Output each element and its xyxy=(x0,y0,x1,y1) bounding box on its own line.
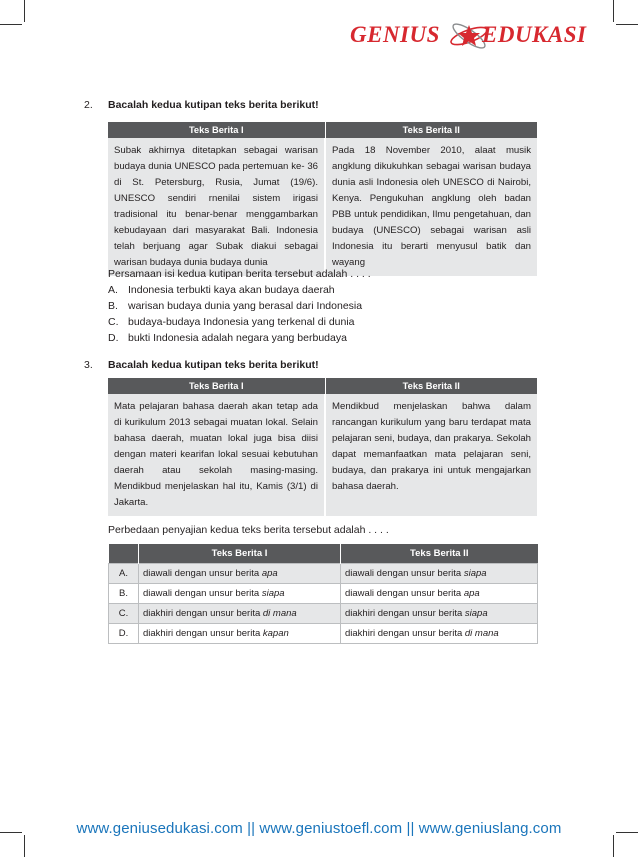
answer-letter: C. xyxy=(109,603,139,623)
answer-cell-2: diawali dengan unsur berita apa xyxy=(341,583,538,603)
answer-row-a[interactable] xyxy=(109,563,538,583)
option-letter: C. xyxy=(108,316,119,328)
question-2-stem: Persamaan isi kedua kutipan berita tersebut adalah . . . . xyxy=(108,268,371,280)
news-text-2: Pada 18 November 2010, alaat musik angklung dikukuhkan sebagai warisan budaya dunia asli Indonesia oleh UNESCO di Nairobi, Kenya. Pengukuhan angklung oleh badan PBB untuk pendidikan, Ilmu pengetahuan, dan budaya (UNESCO) sebagai warisan asli Indonesia itu berarti menyusul batik dan wayang xyxy=(325,138,537,276)
answer-letter: D. xyxy=(109,623,139,643)
option-text: budaya-budaya Indonesia yang terkenal di dunia xyxy=(128,316,355,328)
answer-letter: B. xyxy=(109,583,139,603)
crop-mark xyxy=(24,0,25,22)
answer-cell-1: diakhiri dengan unsur berita kapan xyxy=(139,623,341,643)
answer-cell-2: diawali dengan unsur berita siapa xyxy=(341,563,538,583)
option-letter: B. xyxy=(108,300,118,312)
option-text: Indonesia terbukti kaya akan budaya daerah xyxy=(128,284,335,296)
question-text: Bacalah kedua kutipan teks berita berikut! xyxy=(108,99,319,111)
question-number: 2. xyxy=(84,99,93,111)
question-2-news-table xyxy=(108,122,537,276)
answer-cell-2: diakhiri dengan unsur berita di mana xyxy=(341,623,538,643)
answer-row-b[interactable] xyxy=(109,583,538,603)
news-text-1: Mata pelajaran bahasa daerah akan tetap ada di kurikulum 2013 sebagai muatan lokal. Selain bahasa daerah, muatan lokal juga bisa diisi dengan materi kearifan lokal sesuai kebutuhan daerah atau sekolah masing-masing. Mendikbud menjelaskan hal itu, Kamis (3/1) di Jakarta. xyxy=(108,394,325,516)
news-text-1: Subak akhirnya ditetapkan sebagai warisan budaya dunia UNESCO pada pertemuan ke- 36 di St. Petersburg, Rusia, Jumat (19/6). UNESCO sendiri rnenilai sistem irigasi tradisional itu benar-benar menggambarkan kebudayaan dari masyarakat Bali. Indonesia telah berjuang agar Subak diakui sebagai warisan budaya dunia budaya dunia xyxy=(108,138,325,276)
option-letter: A. xyxy=(108,284,118,296)
brand-word-2: EDUKASI xyxy=(482,22,587,47)
news-header-2: Teks Berita II xyxy=(325,378,537,394)
news-text-2: Mendikbud menjelaskan bahwa dalam rancangan kurikulum yang baru terdapat mata pelajaran seni, budaya, dan prakarya. Sekolah dapat memanfaatkan mata pelajaran seni, budaya, dan prakarya ini untuk mengajarkan bahasa daerah. xyxy=(325,394,537,516)
answer-row-d[interactable] xyxy=(109,623,538,643)
answer-row-c[interactable] xyxy=(109,603,538,623)
question-3-stem: Perbedaan penyajian kedua teks berita tersebut adalah . . . . xyxy=(108,524,389,536)
answer-header-blank xyxy=(109,544,139,563)
crop-mark xyxy=(616,24,638,25)
question-3-news-table xyxy=(108,378,537,516)
crop-mark xyxy=(613,0,614,22)
answer-letter: A. xyxy=(109,563,139,583)
question-text: Bacalah kedua kutipan teks berita berikut! xyxy=(108,359,319,371)
answer-cell-1: diawali dengan unsur berita apa xyxy=(139,563,341,583)
answer-header-1: Teks Berita I xyxy=(139,544,341,563)
news-header-1: Teks Berita I xyxy=(108,122,325,138)
news-header-2: Teks Berita II xyxy=(325,122,537,138)
answer-cell-1: diakhiri dengan unsur berita di mana xyxy=(139,603,341,623)
crop-mark xyxy=(0,24,22,25)
brand-logo xyxy=(350,16,600,56)
answer-cell-2: diakhiri dengan unsur berita siapa xyxy=(341,603,538,623)
crop-mark xyxy=(613,835,614,857)
brand-word-1: GENIUS xyxy=(350,22,440,47)
answer-cell-1: diawali dengan unsur berita siapa xyxy=(139,583,341,603)
answer-header-2: Teks Berita II xyxy=(341,544,538,563)
option-text: warisan budaya dunia yang berasal dari Indonesia xyxy=(128,300,363,312)
footer-links[interactable]: www.geniusedukasi.com || www.geniustoefl.com || www.geniuslang.com xyxy=(76,820,562,837)
option-letter: D. xyxy=(108,332,119,344)
question-3-answer-table xyxy=(108,544,538,644)
news-header-1: Teks Berita I xyxy=(108,378,325,394)
question-number: 3. xyxy=(84,359,93,371)
option-text: bukti Indonesia adalah negara yang berbudaya xyxy=(128,332,347,344)
crop-mark xyxy=(24,835,25,857)
